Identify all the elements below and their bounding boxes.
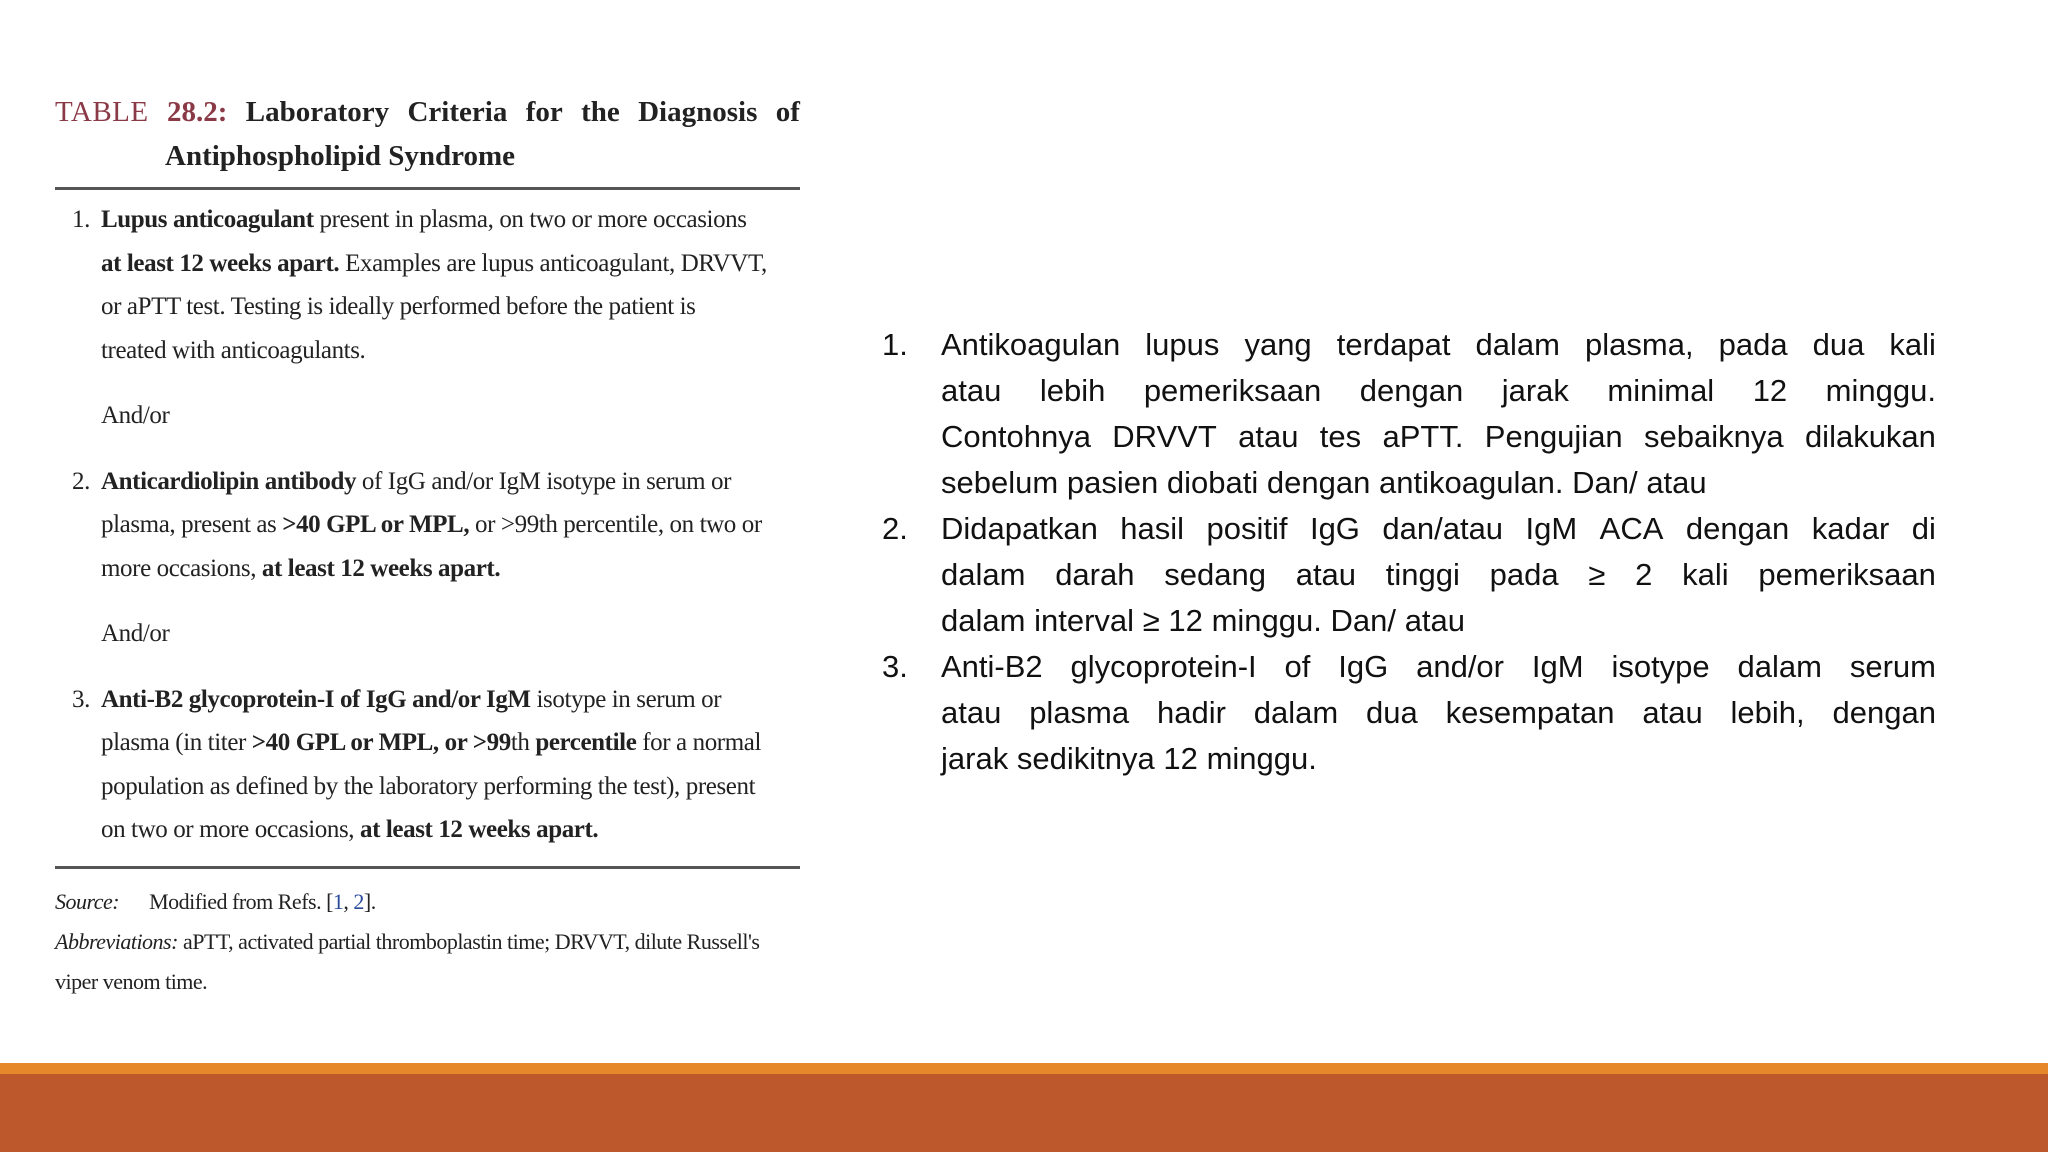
translation-word: IgG xyxy=(1338,649,1389,684)
reference-link-2[interactable]: 2 xyxy=(353,889,364,914)
translation-word: dua xyxy=(1366,695,1418,730)
andor-label: And/or xyxy=(101,620,170,647)
criterion-text-bold: >40 GPL or MPL, xyxy=(282,511,470,538)
criterion-line xyxy=(101,329,800,373)
translation-line xyxy=(941,322,1936,368)
translation-word: dengan xyxy=(1685,511,1790,546)
criterion-text: Examples are lupus anticoagulant, DRVVT, xyxy=(339,249,767,277)
translation-word: dalam xyxy=(941,557,1026,592)
translation-item-number: 1. xyxy=(882,327,908,362)
table-top-rule xyxy=(55,187,800,190)
criterion-line xyxy=(101,547,800,591)
criterion-number: 1. xyxy=(72,206,90,233)
translation-word: atau xyxy=(1646,465,1707,500)
translation-word: positif xyxy=(1206,511,1288,546)
translation-word: dengan xyxy=(1359,373,1464,408)
criterion-line xyxy=(101,460,800,504)
translation-item xyxy=(882,506,1936,644)
criterion-text: or >99th percentile, on two or xyxy=(469,511,762,538)
translation-word: pemeriksaan xyxy=(1143,373,1322,408)
criterion-line xyxy=(101,242,800,286)
translation-word: atau xyxy=(941,373,1002,408)
translation-line xyxy=(941,368,1936,414)
criterion-number: 3. xyxy=(72,685,90,713)
translation-word: dalam xyxy=(1253,695,1339,730)
criterion-text: or aPTT test. Testing is ideally performed before the patient is xyxy=(101,293,696,320)
translation-word: antikoagulan. xyxy=(1379,465,1564,500)
translation-line xyxy=(941,736,1936,782)
criterion-line xyxy=(101,678,800,722)
translation-item-number: 2. xyxy=(882,511,908,546)
translation-item-number: 3. xyxy=(882,649,908,684)
translation-word: jarak xyxy=(941,741,1009,776)
criterion-text: more occasions, xyxy=(101,554,262,582)
criterion-text-bold: at least 12 weeks apart. xyxy=(261,554,501,582)
criterion-text-bold: percentile xyxy=(535,729,637,756)
translation-word: kali xyxy=(1682,557,1729,592)
translation-word: hasil xyxy=(1120,511,1185,546)
translation-word: of xyxy=(1284,649,1311,684)
translation-word: atau xyxy=(1295,557,1357,592)
translation-word: pemeriksaan xyxy=(1758,557,1936,592)
translation-line xyxy=(941,598,1936,644)
translation-item xyxy=(882,644,1936,782)
translation-word: sedang xyxy=(1164,557,1266,592)
translation-word: 12 xyxy=(1163,741,1198,776)
translation-word: dua xyxy=(1812,327,1865,362)
criterion-text: population as defined by the laboratory performing the test), present xyxy=(101,772,756,800)
translation-word: minimal xyxy=(1607,373,1715,408)
criterion-item xyxy=(55,460,800,591)
table-caption-title-word: Diagnosis xyxy=(638,96,758,128)
translation-word: minggu. xyxy=(1206,741,1317,776)
source-note xyxy=(55,882,815,922)
translation-word: atau xyxy=(1404,603,1466,638)
footer-accent-bar xyxy=(0,1063,2048,1074)
translation-word: pada xyxy=(1718,327,1788,362)
translation-word: ACA xyxy=(1599,511,1664,546)
translation-word: atau xyxy=(941,695,1002,730)
criterion-text-bold: Lupus anticoagulant xyxy=(101,206,314,233)
translation-word: sebaiknya xyxy=(1644,419,1784,454)
translation-word: interval xyxy=(1034,603,1135,638)
translation-word: tinggi xyxy=(1385,557,1460,592)
table-caption-number: 28.2: xyxy=(166,96,228,128)
translation-word: di xyxy=(1911,511,1936,546)
table-caption-line1 xyxy=(55,90,800,134)
criterion-text: th xyxy=(510,729,536,756)
translation-word: aPTT. xyxy=(1382,419,1464,454)
translation-word: glycoprotein-I xyxy=(1070,649,1257,684)
translation-word: minggu. xyxy=(1825,373,1936,408)
criterion-text: treated with anticoagulants. xyxy=(101,336,366,364)
translation-word: darah xyxy=(1055,557,1135,592)
source-text-prefix: Modified from Refs. [ xyxy=(149,889,333,914)
translation-word: IgG xyxy=(1309,511,1360,546)
criterion-text-bold: at least 12 weeks apart. xyxy=(360,816,599,843)
criterion-text: on two or more occasions, xyxy=(101,816,360,843)
table-caption-label: TABLE xyxy=(55,96,149,128)
criterion-line xyxy=(101,198,800,242)
translation-line xyxy=(941,460,1936,506)
translation-word: dalam xyxy=(941,603,1026,638)
translation-word: kadar xyxy=(1811,511,1890,546)
translation-word: IgM xyxy=(1531,649,1584,684)
table-bottom-rule xyxy=(55,866,800,869)
translation-word: Antikoagulan xyxy=(941,327,1121,362)
table-image xyxy=(55,90,800,1005)
abbreviations-label: Abbreviations: xyxy=(55,929,178,954)
translation-word: 2 xyxy=(1635,557,1653,592)
criterion-line xyxy=(101,765,800,809)
translation-word: Didapatkan xyxy=(941,511,1098,546)
translation-line xyxy=(941,506,1936,552)
translation-item xyxy=(882,322,1936,506)
translation-word: plasma xyxy=(1029,695,1130,730)
criterion-item xyxy=(55,198,800,372)
criterion-text-bold: at least 12 weeks apart. xyxy=(101,249,340,277)
translation-word: pada xyxy=(1489,557,1559,592)
table-caption-title-word: of xyxy=(775,96,800,128)
translation-word: dilakukan xyxy=(1804,419,1936,454)
source-ref-separator: , xyxy=(343,889,354,914)
translation-word: lupus xyxy=(1145,327,1220,362)
criterion-line xyxy=(101,503,800,547)
translation-word: dan/atau xyxy=(1382,511,1504,546)
abbreviations-text-line2: viper venom time. xyxy=(55,969,208,994)
table-caption-line2: Antiphospholipid Syndrome xyxy=(165,140,516,172)
criterion-text: for a normal xyxy=(636,729,762,756)
source-label: Source: xyxy=(55,889,120,914)
translation-word: serum xyxy=(1849,649,1936,684)
translation-word: ≥ xyxy=(1142,603,1160,638)
criterion-text: present in plasma, on two or more occasions xyxy=(313,206,747,233)
criterion-number: 2. xyxy=(72,467,90,495)
translation-word: dalam xyxy=(1475,327,1560,362)
translation-word: dengan xyxy=(1832,695,1936,730)
translation-word: diobati xyxy=(1166,465,1259,500)
translation-word: Contohnya xyxy=(941,419,1091,454)
translation-word: 12 xyxy=(1168,603,1203,638)
translation-line xyxy=(941,644,1936,690)
criterion-text: of IgG and/or IgM isotype in serum or xyxy=(356,467,732,495)
translation-word: kali xyxy=(1889,327,1936,362)
criterion-text-bold: Anticardiolipin antibody xyxy=(101,467,357,495)
translation-word: minggu. xyxy=(1211,603,1322,638)
criterion-text-bold: Anti-B2 glycoprotein-I of IgG and/or IgM xyxy=(101,685,531,713)
translation-word: Dan/ xyxy=(1330,603,1397,638)
translation-word: isotype xyxy=(1611,649,1710,684)
criterion-line xyxy=(101,285,800,329)
criterion-text: plasma (in titer xyxy=(101,729,252,756)
criteria-list xyxy=(55,198,800,852)
translation-word: atau xyxy=(1642,695,1703,730)
translation-word: Anti-B2 xyxy=(941,649,1043,684)
table-caption-title-word: for xyxy=(525,96,563,128)
translation-word: DRVVT xyxy=(1112,419,1217,454)
translation-word: dalam xyxy=(1737,649,1822,684)
table-caption xyxy=(55,90,800,178)
translation-word: 12 xyxy=(1752,373,1788,408)
criterion-line xyxy=(101,808,800,852)
translation-word: and/or xyxy=(1416,649,1504,684)
translation-word: sebelum xyxy=(941,465,1059,500)
translation-word: ≥ xyxy=(1588,557,1606,592)
translation-word: hadir xyxy=(1156,695,1226,730)
translation-word: dengan xyxy=(1266,465,1371,500)
translation-word: yang xyxy=(1244,327,1312,362)
translation-word: lebih, xyxy=(1730,695,1805,730)
table-caption-title-word: the xyxy=(581,96,620,128)
criterion-line xyxy=(101,721,800,765)
translation-line xyxy=(941,414,1936,460)
translation-list xyxy=(882,322,1936,782)
translation-word: lebih xyxy=(1039,373,1106,408)
abbreviations-text-line1: aPTT, activated partial thromboplastin time; DRVVT, dilute Russell's xyxy=(177,929,760,954)
translation-word: atau xyxy=(1238,419,1299,454)
translation-word: IgM xyxy=(1525,511,1578,546)
translation-word: jarak xyxy=(1501,373,1569,408)
table-notes xyxy=(55,882,815,1002)
translation-word: terdapat xyxy=(1336,327,1451,362)
translation-word: pasien xyxy=(1066,465,1159,500)
translation-word: plasma, xyxy=(1585,327,1694,362)
criterion-text-bold: >40 GPL or MPL, or >99 xyxy=(251,729,511,756)
footer-bar xyxy=(0,1074,2048,1152)
translation-word: tes xyxy=(1319,419,1362,454)
reference-link-1[interactable]: 1 xyxy=(332,889,344,914)
translation-word: Pengujian xyxy=(1484,419,1623,454)
table-caption-title-word: Laboratory xyxy=(245,96,390,128)
criterion-text: isotype in serum or xyxy=(530,685,722,713)
abbreviations-note xyxy=(55,922,815,962)
translation-line xyxy=(941,690,1936,736)
criterion-text: plasma, present as xyxy=(101,511,283,538)
table-caption-title-word: Criteria xyxy=(407,96,508,128)
translation-word: Dan/ xyxy=(1572,465,1638,500)
translation-word: kesempatan xyxy=(1445,695,1615,730)
criterion-item xyxy=(55,678,800,852)
source-text-suffix: ]. xyxy=(363,889,376,914)
andor-label: And/or xyxy=(101,402,170,429)
translation-word: sedikitnya xyxy=(1016,741,1155,776)
translation-line xyxy=(941,552,1936,598)
